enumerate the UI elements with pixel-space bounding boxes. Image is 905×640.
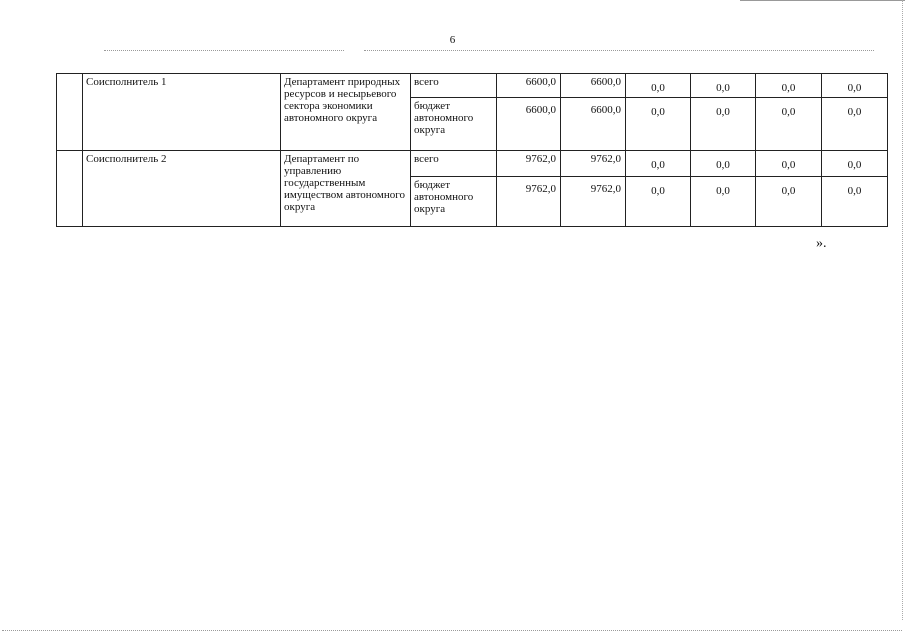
value-cell: 0,0 — [756, 151, 822, 177]
value-cell: 0,0 — [691, 74, 756, 98]
department-cell: Департамент природных ресурсов и несырьевого сектора экономики автономного округа — [281, 74, 411, 151]
value-cell: 0,0 — [822, 151, 888, 177]
value-cell: 9762,0 — [561, 151, 626, 177]
value-cell: 0,0 — [691, 177, 756, 227]
value-cell: 0,0 — [626, 151, 691, 177]
source-cell: бюджет автономного округа — [411, 177, 497, 227]
value-cell: 0,0 — [691, 151, 756, 177]
value-cell: 6600,0 — [497, 74, 561, 98]
value-cell: 6600,0 — [561, 98, 626, 151]
scan-edge-right — [902, 0, 903, 620]
value-cell: 6600,0 — [561, 74, 626, 98]
funding-table — [56, 73, 888, 227]
value-cell: 9762,0 — [497, 177, 561, 227]
closing-quote-mark: ». — [816, 236, 827, 251]
value-cell: 0,0 — [691, 98, 756, 151]
value-cell: 6600,0 — [497, 98, 561, 151]
value-cell: 0,0 — [626, 74, 691, 98]
role-cell: Соисполнитель 1 — [83, 74, 281, 151]
role-cell: Соисполнитель 2 — [83, 151, 281, 227]
scan-artifact-bottom — [2, 630, 902, 631]
source-cell: всего — [411, 74, 497, 98]
source-cell: бюджет автономного округа — [411, 98, 497, 151]
scan-artifact-top-left — [104, 50, 344, 51]
department-cell: Департамент по управлению государственным имуществом автономного округа — [281, 151, 411, 227]
value-cell: 0,0 — [626, 98, 691, 151]
value-cell: 0,0 — [756, 74, 822, 98]
index-cell — [57, 151, 83, 227]
table-row — [57, 151, 888, 177]
value-cell: 0,0 — [756, 98, 822, 151]
value-cell: 9762,0 — [497, 151, 561, 177]
source-cell: всего — [411, 151, 497, 177]
value-cell: 0,0 — [822, 177, 888, 227]
value-cell: 0,0 — [822, 98, 888, 151]
scan-artifact-top-right — [364, 50, 874, 51]
index-cell — [57, 74, 83, 151]
value-cell: 0,0 — [822, 74, 888, 98]
value-cell: 9762,0 — [561, 177, 626, 227]
value-cell: 0,0 — [756, 177, 822, 227]
scan-edge-top-right — [740, 0, 905, 1]
page-number: 6 — [449, 34, 456, 46]
value-cell: 0,0 — [626, 177, 691, 227]
table-row — [57, 74, 888, 98]
